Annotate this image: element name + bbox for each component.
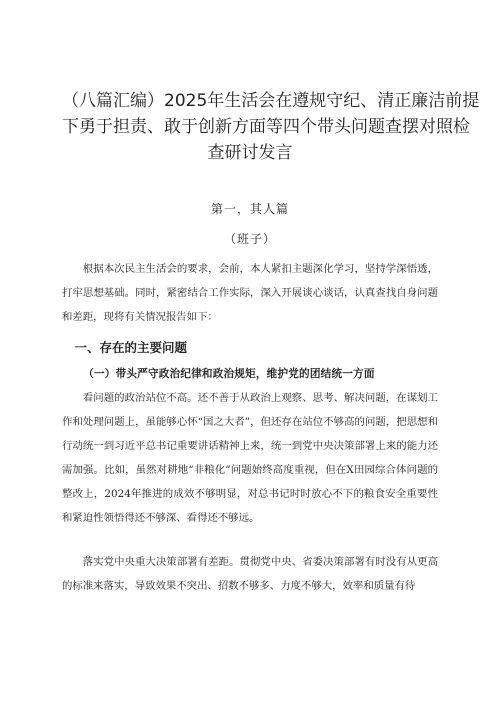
title-line-3: 查研讨发言 xyxy=(207,143,293,163)
body-paragraph-1: 看问题的政治站位不高。还不善于从政治上观察、思考、解决问题，在谋划工作和处理问题上，虽能够心怀“国之大者”，但还存在站位不够高的问题，把思想和行动统一到习近平总书记重要讲话精神上来，统一到党中央决策部署上来的能力还需加强。比如，虽然对耕地“非粮化”问题始终高度重视，但在X田园综合体问题的整改上，2024年推进的成效不够明显，对总书记时时放心不下的粮食安全重要性和紧迫性领悟得还不够深、看得还不够远。 xyxy=(62,392,438,524)
intro-paragraph: 根据本次民主生活会的要求，会前，本人紧扣主题深化学习，坚持学深悟透，打牢思想基础。同时，紧密结合工作实际，深入开展谈心谈话，认真查找自身问题和差距，现将有关情况报告如下： xyxy=(62,263,438,323)
body-paragraph-2: 落实党中央重大决策部署有差距。贯彻党中央、省委决策部署有时没有从更高的标准来落实，导致效果不突出、招数不够多、力度不够大，效率和质量有待 xyxy=(62,556,438,592)
sub-heading: （一）带头严守政治纪律和政治规矩，维护党的团结统一方面 xyxy=(83,368,375,380)
title-line-1: （八篇汇编）2025年生活会在遵规守纪、清正廉洁前提 xyxy=(62,91,480,111)
document-title xyxy=(62,88,480,166)
author-label: （班子） xyxy=(223,232,276,246)
part-title: 第一，其人篇 xyxy=(210,202,289,216)
section-heading: 一、存在的主要问题 xyxy=(74,340,188,355)
title-line-2: 下勇于担责、敢于创新方面等四个带头问题查摆对照检 xyxy=(62,117,470,137)
